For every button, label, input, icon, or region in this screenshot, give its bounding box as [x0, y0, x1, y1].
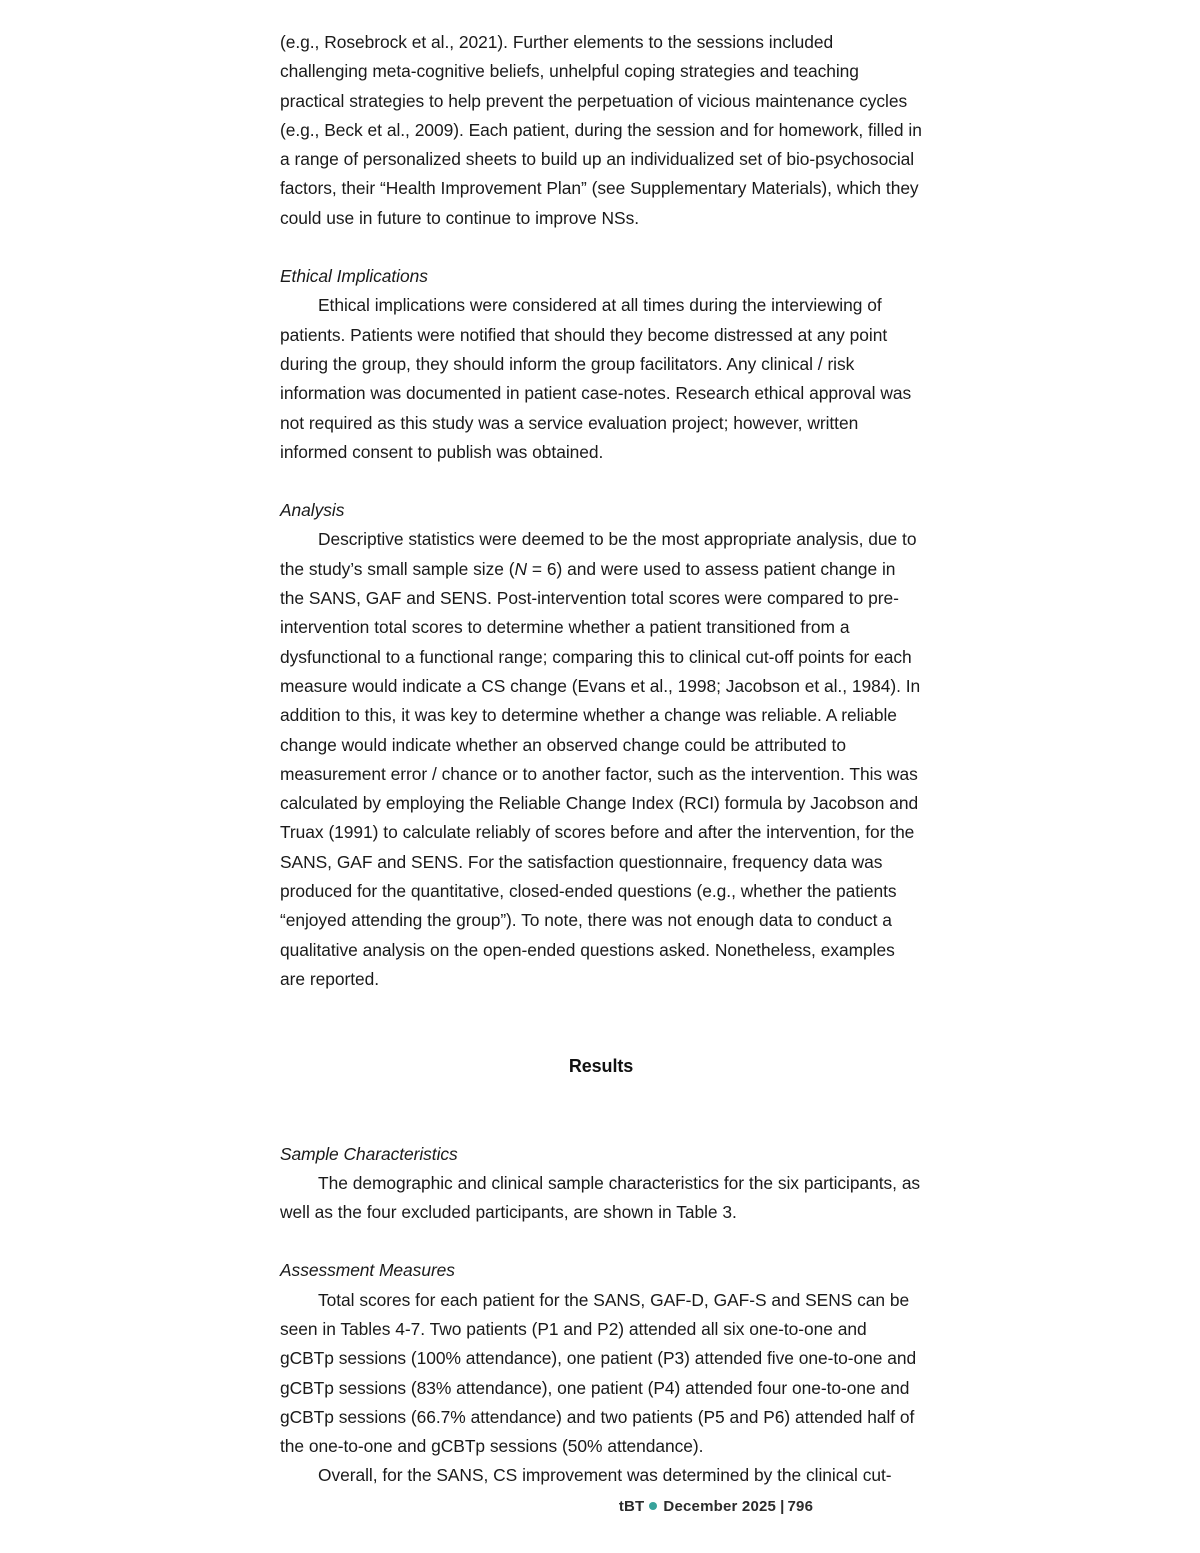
paragraph-continued-from-previous-page: (e.g., Rosebrock et al., 2021). Further elements to the sessions included challenging meta-cognitive beliefs, unhelpful coping strategies and teaching practical strategies to help prevent the perpetuation of vicious maintenance cycles (e.g., Beck et al., 2009). Each patient, during the session and for homework, filled in a range of personalized sheets to build up an individualized set of bio-psychosocial factors, their “Health Improvement Plan” (see Supplementary Materials), which they could use in future to continue to improve NSs.	[280, 32, 922, 228]
analysis-text-part-2: = 6) and were used to assess patient change in the SANS, GAF and SENS. Post-intervention total scores were compared to pre-intervention total scores to determine whether a patient transitioned from a dysfunctional to a functional range; comparing this to clinical cut-off points for each measure would indicate a CS change (Evans et al., 1998; Jacobson et al., 1984). In addition to this, it was key to determine whether a change was reliable. A reliable change would indicate whether an observed change could be attributed to measurement error / chance or to another factor, such as the intervention. This was calculated by employing the Reliable Change Index (RCI) formula by Jacobson and Truax (1991) to calculate reliably of scores before and after the intervention, for the SANS, GAF and SENS. For the satisfaction questionnaire, frequency data was produced for the quantitative, closed-ended questions (e.g., whether the patients “enjoyed attending the group”). To note, there was not enough data to conduct a qualitative analysis on the open-ended questions asked. Nonetheless, examples are reported.	[280, 558, 921, 989]
heading-sample-characteristics: Sample Characteristics	[280, 1143, 458, 1164]
paragraph-sample-characteristics: The demographic and clinical sample characteristics for the six participants, as well as the four excluded participants, are shown in Table 3.	[280, 1172, 921, 1223]
page-footer	[0, 1498, 1200, 1516]
spacer	[280, 233, 922, 262]
footer-issue-date: December 2025	[663, 1498, 777, 1515]
paragraph-analysis	[280, 525, 922, 994]
spacer	[280, 467, 922, 496]
footer-bullet-icon	[649, 1502, 657, 1510]
heading-results: Results	[568, 1056, 634, 1077]
spacer	[280, 994, 922, 1052]
statistic-symbol-n: N	[514, 558, 527, 579]
heading-ethical-implications: Ethical Implications	[280, 266, 428, 287]
text-column	[280, 28, 922, 1491]
heading-assessment-measures: Assessment Measures	[280, 1260, 455, 1281]
footer-journal-abbreviation: tBT	[618, 1498, 645, 1515]
paragraph-ethical-implications: Ethical implications were considered at all times during the interviewing of patients. Patients were notified that should they become distressed at any point during the group, they should inform the group facilitators. Any clinical / risk information was documented in patient case-notes. Research ethical approval was not required as this study was a service evaluation project; however, written informed consent to publish was obtained.	[280, 295, 912, 462]
heading-analysis: Analysis	[280, 500, 345, 521]
analysis-text-part-1: Descriptive statistics were deemed to be the most appropriate analysis, due to the study’s small sample size (	[280, 529, 917, 579]
paragraph-assessment-measures-sans: Overall, for the SANS, CS improvement was determined by the clinical cut-	[318, 1465, 892, 1486]
spacer	[280, 1227, 922, 1256]
paragraph-assessment-measures-attendance: Total scores for each patient for the SANS, GAF-D, GAF-S and SENS can be seen in Tables 4-7. Two patients (P1 and P2) attended all six one-to-one and gCBTp sessions (100% attendance), one patient (P3) attended five one-to-one and gCBTp sessions (83% attendance), one patient (P4) attended four one-to-one and gCBTp sessions (66.7% attendance) and two patients (P5 and P6) attended half of the one-to-one and gCBTp sessions (50% attendance).	[280, 1289, 917, 1457]
spacer	[280, 1082, 922, 1140]
footer-separator: |	[780, 1498, 785, 1515]
footer-content	[619, 1498, 813, 1515]
footer-page-number: 796	[787, 1498, 814, 1515]
